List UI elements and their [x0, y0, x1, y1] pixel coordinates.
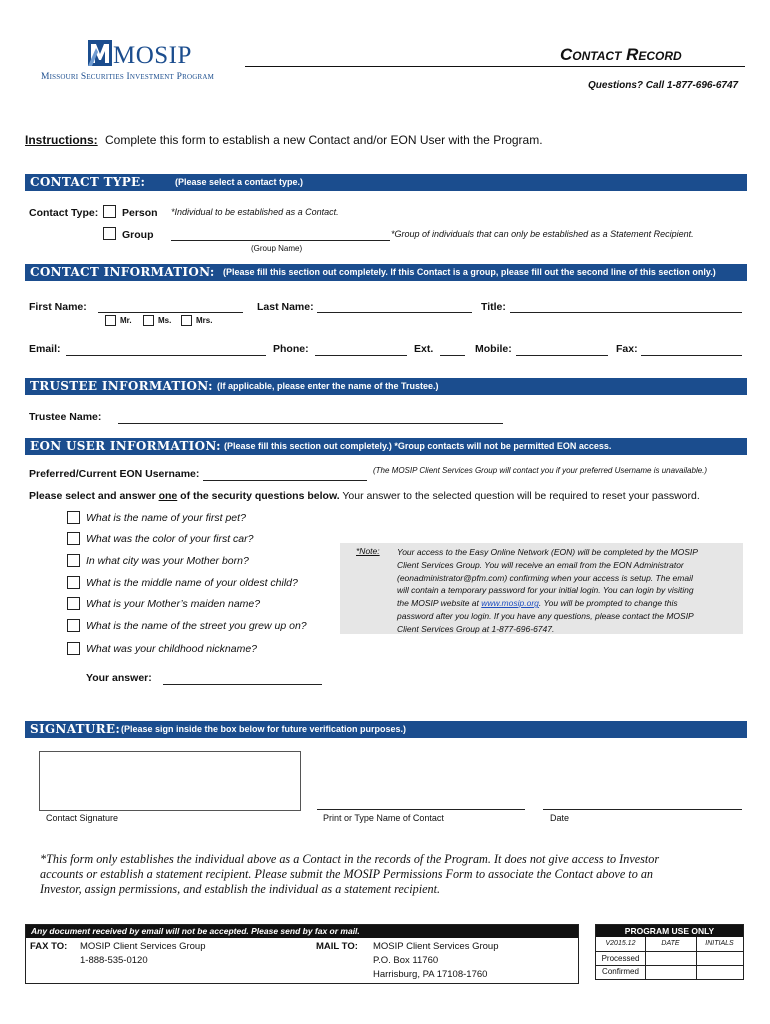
disclaimer-line: Investor, assign permissions, and establish the individual as a statement recipient. — [40, 882, 441, 896]
mrs-checkbox[interactable] — [181, 315, 192, 326]
question-checkbox-2[interactable] — [67, 532, 80, 545]
eon-username-label: Preferred/Current EON Username: — [29, 468, 200, 480]
group-name-field[interactable] — [171, 240, 390, 241]
date-column-header: DATE — [661, 940, 680, 947]
initials-column-header: INITIALS — [705, 940, 734, 947]
ms-checkbox[interactable] — [143, 315, 154, 326]
questions-phone: Questions? Call 1-877-696-6747 — [588, 80, 739, 91]
section-subheading: (Please fill this section out completely.) *Group contacts will not be permitted EON access. — [224, 441, 612, 451]
instructions — [25, 133, 543, 147]
security-prompt — [29, 490, 700, 502]
note-line: will contain a temporary password for your initial login. You can login by visiting — [397, 585, 694, 596]
ms-label: Ms. — [158, 316, 172, 325]
security-question-4: What is the middle name of your oldest child? — [86, 577, 298, 589]
eon-username-note: (The MOSIP Client Services Group will contact you if your preferred Username is unavailable.) — [373, 466, 708, 475]
trustee-header — [25, 378, 747, 395]
note-text — [397, 546, 698, 636]
group-note: *Group of individuals that can only be established as a Statement Recipient. — [391, 229, 694, 239]
mobile-label: Mobile: — [475, 343, 512, 355]
contact-info-header — [25, 264, 747, 281]
security-question-5: What is your Mother’s maiden name? — [86, 598, 261, 610]
first-name-field[interactable] — [98, 312, 243, 313]
contact-signature-label: Contact Signature — [46, 813, 119, 823]
first-name-label: First Name: — [29, 301, 87, 313]
eon-header — [25, 438, 747, 455]
fax-label: Fax: — [616, 343, 638, 355]
ext-label: Ext. — [414, 343, 434, 355]
mail-line-2: P.O. Box 11760 — [373, 955, 439, 966]
question-checkbox-3[interactable] — [67, 554, 80, 567]
contact-type-header — [25, 174, 747, 191]
note-line: Your access to the Easy Online Network (EON) will be completed by the MOSIP — [397, 547, 698, 557]
contact-type-label: Contact Type: — [29, 207, 99, 219]
note-line: Client Services Group at 1-877-696-6747. — [397, 623, 555, 634]
security-prompt-one: one — [158, 490, 178, 502]
section-subheading: (Please fill this section out completely. If this Contact is a group, please fill out the second line of this section only.) — [223, 267, 716, 277]
section-heading: EON USER INFORMATION: — [30, 439, 221, 453]
note-label: *Note: — [356, 546, 380, 556]
print-name-field[interactable] — [317, 809, 525, 810]
fax-recipient: MOSIP Client Services Group — [80, 941, 206, 952]
instructions-text: Complete this form to establish a new Contact and/or EON User with the Program. — [105, 133, 543, 147]
title-rule — [245, 66, 745, 67]
note-line — [397, 597, 698, 610]
group-name-caption: (Group Name) — [251, 244, 303, 253]
mail-to-label: MAIL TO: — [316, 941, 358, 952]
answer-field[interactable] — [163, 684, 322, 685]
answer-label: Your answer: — [86, 672, 152, 684]
program-use-header — [596, 925, 743, 937]
question-checkbox-1[interactable] — [67, 511, 80, 524]
eon-username-field[interactable] — [203, 480, 367, 481]
mobile-field[interactable] — [516, 355, 608, 356]
mail-line-3: Harrisburg, PA 17108-1760 — [373, 969, 488, 980]
question-checkbox-7[interactable] — [67, 642, 80, 655]
security-prompt-b: of the security questions below. — [177, 490, 340, 502]
section-heading: TRUSTEE INFORMATION: — [30, 379, 213, 393]
note-line-part: the MOSIP website at — [397, 598, 482, 609]
version-label: V2015.12 — [605, 940, 636, 947]
section-heading: SIGNATURE: — [30, 722, 121, 736]
logo-mark-icon — [88, 40, 112, 66]
section-subheading: (If applicable, please enter the name of the Trustee.) — [217, 381, 439, 391]
title-field[interactable] — [510, 312, 742, 313]
email-field[interactable] — [66, 355, 266, 356]
disclaimer-line: *This form only establishes the individual above as a Contact in the records of the Program. It does not give access to Investor — [40, 852, 660, 866]
last-name-label: Last Name: — [257, 301, 314, 313]
section-subheading: (Please select a contact type.) — [175, 177, 304, 187]
group-label: Group — [122, 229, 154, 241]
security-prompt-a: Please select and answer — [29, 490, 159, 502]
security-question-2: What was the color of your first car? — [86, 533, 254, 545]
confirmed-label: Confirmed — [602, 967, 639, 976]
person-note: *Individual to be established as a Contact. — [171, 207, 339, 217]
email-label: Email: — [29, 343, 61, 355]
disclaimer — [40, 852, 659, 897]
fax-number: 1-888-535-0120 — [80, 955, 148, 966]
mr-checkbox[interactable] — [105, 315, 116, 326]
question-checkbox-6[interactable] — [67, 619, 80, 632]
logo-subtitle: Missouri Securities Investment Program — [41, 72, 215, 82]
phone-field[interactable] — [315, 355, 407, 356]
instructions-label: Instructions: — [25, 133, 98, 147]
page-title: Contact Record — [560, 45, 682, 64]
logo-text: MOSIP — [113, 42, 192, 69]
signature-box[interactable] — [39, 751, 301, 811]
section-heading: CONTACT TYPE: — [30, 175, 146, 189]
program-use-title: PROGRAM USE ONLY — [624, 926, 715, 936]
submission-notice-bar — [26, 925, 578, 938]
person-checkbox[interactable] — [103, 205, 116, 218]
trustee-name-field[interactable] — [118, 423, 503, 424]
note-line: Client Services Group. You will receive an email from the EON Administrator — [397, 559, 684, 570]
group-checkbox[interactable] — [103, 227, 116, 240]
question-checkbox-4[interactable] — [67, 576, 80, 589]
person-label: Person — [122, 207, 158, 219]
mr-label: Mr. — [120, 316, 132, 325]
program-use-table — [595, 924, 744, 980]
section-heading: CONTACT INFORMATION: — [30, 265, 215, 279]
submission-info — [25, 924, 579, 984]
note-line: (eonadministrator@pfm.com) confirming when your access is setup. The email — [397, 572, 693, 583]
ext-field[interactable] — [440, 355, 465, 356]
signature-header — [25, 721, 747, 738]
security-question-1: What is the name of your first pet? — [86, 512, 246, 524]
note-line: password after you login. If you have any questions, please contact the MOSIP — [397, 610, 694, 621]
mosip-website-link[interactable]: www.mosip.org — [481, 598, 539, 609]
security-prompt-rest: Your answer to the selected question will be required to reset your password. — [339, 490, 700, 502]
mail-line-1: MOSIP Client Services Group — [373, 941, 499, 952]
fax-to-label: FAX TO: — [30, 941, 68, 952]
mosip-logo — [40, 40, 240, 88]
security-question-3: In what city was your Mother born? — [86, 555, 249, 567]
mrs-label: Mrs. — [196, 316, 213, 325]
question-checkbox-5[interactable] — [67, 597, 80, 610]
trustee-name-label: Trustee Name: — [29, 411, 102, 423]
title-label: Title: — [481, 301, 506, 313]
last-name-field[interactable] — [317, 312, 472, 313]
eon-note-box — [340, 543, 743, 634]
print-name-label: Print or Type Name of Contact — [323, 813, 444, 823]
processed-label: Processed — [601, 954, 640, 963]
disclaimer-line: accounts or establish a statement recipient. Please submit the MOSIP Permissions Form to associate the Contact above to an — [40, 867, 654, 881]
security-question-7: What was your childhood nickname? — [86, 643, 258, 655]
date-label: Date — [550, 813, 570, 823]
note-line-part: . You will be prompted to change this — [538, 598, 678, 609]
security-question-6: What is the name of the street you grew up on? — [86, 620, 307, 632]
submission-notice: Any document received by email will not be accepted. Please send by fax or mail. — [31, 926, 360, 936]
fax-field[interactable] — [641, 355, 742, 356]
section-subheading: (Please sign inside the box below for future verification purposes.) — [121, 724, 407, 734]
phone-label: Phone: — [273, 343, 309, 355]
date-field[interactable] — [543, 809, 742, 810]
